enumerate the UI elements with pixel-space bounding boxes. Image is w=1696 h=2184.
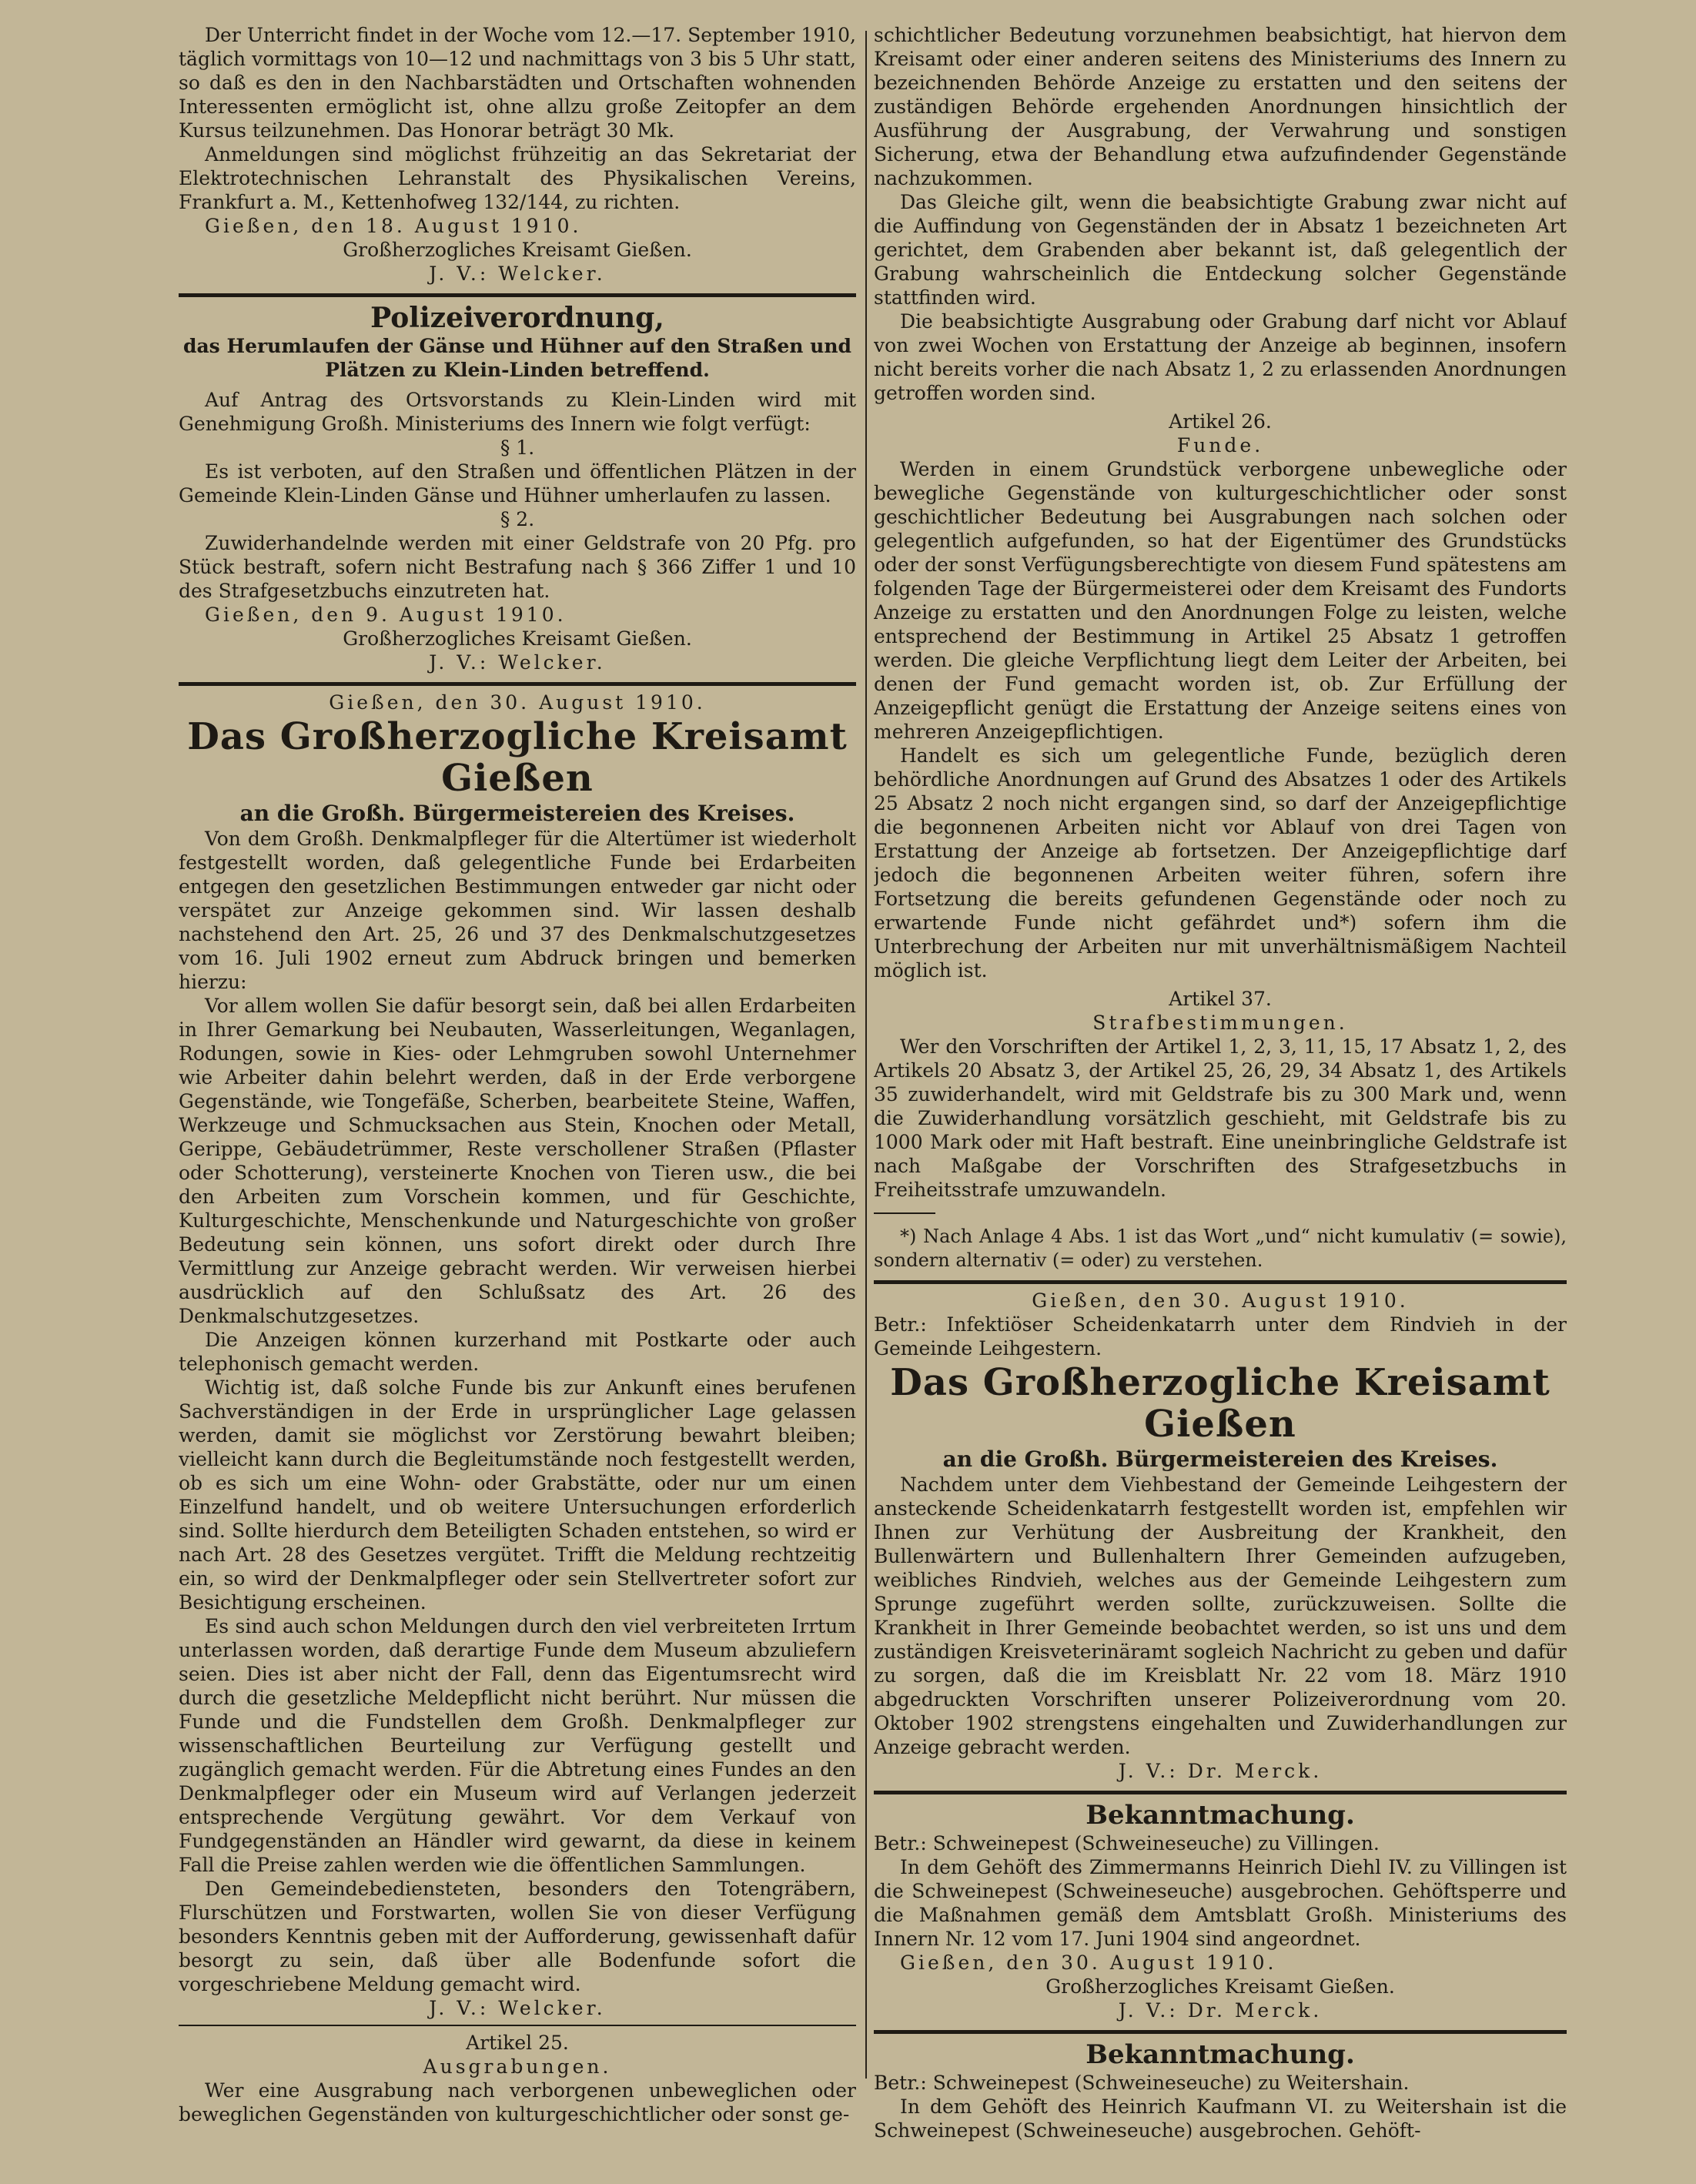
bekanntmachung-signature: J. V.: Dr. Merck. — [1118, 1999, 1323, 2022]
section-rule — [874, 1280, 1567, 1284]
intro-paragraph: Anmeldungen sind möglichst frühzeitig an das Sekretariat der Elektrotechnischen Lehranstalt des Physikalischen Vereins, Frankfurt a. M., Kettenhofweg 132/144, zu richten. — [179, 143, 856, 213]
polizei-date: Gießen, den 9. August 1910. — [205, 604, 567, 626]
kreisamt-subtitle: an die Großh. Bürgermeistereien des Kreises. — [239, 801, 795, 826]
bekanntmachung-date: Gießen, den 30. August 1910. — [900, 1952, 1277, 1974]
article-text: schichtlicher Bedeutung vorzunehmen beabsichtigt, hat hiervon dem Kreisamt oder einer anderen seitens des Ministeriums des Innern zu bezeichnenden Behörde Anzeige zu erstatten und den seitens der zuständigen Behörde ergehenden Anordnungen hinsichtlich der Ausführung der Ausgrabung, der Verwahrung und sonstigen Sicherung, etwa der Behandlung etwa aufzufindender Gegenstände nachzukommen. — [874, 24, 1567, 189]
seuche-subtitle: an die Großh. Bürgermeistereien des Kreises. — [942, 1447, 1498, 1472]
polizei-title: Polizeiverordnung, — [370, 302, 664, 334]
paragraph-text: Zuwiderhandelnde werden mit einer Geldstrafe von 20 Pfg. pro Stück bestraft, sofern nicht Bestrafung nach § 366 Ziffer 1 und 10 des Strafgesetzbuchs einzutreten hat. — [179, 532, 856, 602]
article-label: Artikel 25. — [466, 2032, 569, 2054]
article-label: Artikel 37. — [1169, 988, 1272, 1010]
article-text: Wer eine Ausgrabung nach verborgenen unbeweglichen oder beweglichen Gegenständen von kulturgeschichtlicher oder sonst ge- — [179, 2079, 856, 2125]
kreisamt-paragraph: Wichtig ist, daß solche Funde bis zur Ankunft eines berufenen Sachverständigen in der Erde in ursprünglicher Lage gelassen werden, damit sie möglichst vor Zerstörung bewahrt bleiben; vielleicht kann durch die Begleitumstände noch festgestellt werden, ob es sich um eine Wohn- oder Grabstätte, oder nur um einen Einzelfund handelt, und ob weitere Untersuchungen erforderlich sind. Sollte hierdurch dem Beteiligten Schaden entstehen, so wird er nach Art. 28 des Gesetzes vergütet. Trifft die Meldung rechtzeitig ein, so wird der Denkmalpfleger oder sein Stellvertreter sofort zur Besichtigung erscheinen. — [179, 1376, 856, 1614]
bekanntmachung-betr: Betr.: Schweinepest (Schweineseuche) zu Villingen. — [874, 1832, 1380, 1855]
kreisamt-date: Gießen, den 30. August 1910. — [329, 691, 706, 714]
intro-date: Gießen, den 18. August 1910. — [205, 215, 582, 237]
kreisamt-paragraph: Den Gemeindebediensteten, besonders den Totengräbern, Flurschützen und Forstwarten, wollen Sie von dieser Verfügung besonders Kenntnis geben mit der Aufforderung, gewissenhaft dafür besorgt zu sein, daß über alle Bodenfunde sofort die vorgeschriebene Meldung gemacht wird. — [179, 1878, 856, 1995]
footnote-rule — [874, 1212, 935, 1214]
bekanntmachung-text: In dem Gehöft des Heinrich Kaufmann VI. zu Weitershain ist die Schweinepest (Schweineseuche) ausgebrochen. Gehöft- — [874, 2095, 1567, 2142]
polizei-office: Großherzogliches Kreisamt Gießen. — [343, 627, 692, 650]
article-title: Ausgrabungen. — [423, 2055, 612, 2078]
polizei-subtitle: das Herumlaufen der Gänse und Hühner auf den Straßen und Plätzen zu Klein-Linden betreffend. — [182, 335, 852, 381]
bekanntmachung-text: In dem Gehöft des Zimmermanns Heinrich Diehl IV. zu Villingen ist die Schweinepest (Schweineseuche) ausgebrochen. Gehöftsperre und die Maßnahmen gemäß dem Amtsblatt Großh. Ministeriums des Innern Nr. 12 vom 17. Juni 1904 sind angeordnet. — [874, 1856, 1567, 1950]
section-rule — [874, 1791, 1567, 1794]
bekanntmachung-office: Großherzogliches Kreisamt Gießen. — [1045, 1975, 1395, 1998]
section-rule — [179, 2025, 856, 2026]
article-text: Handelt es sich um gelegentliche Funde, bezüglich deren behördliche Anordnungen auf Grund des Absatzes 1 oder des Artikels 25 Absatz 2 noch nicht ergangen sind, so darf der Anzeigepflichtige die begonnenen Arbeiten nicht vor Ablauf von drei Tagen von Erstattung der Anzeige ab fortsetzen. Der Anzeigepflichtige darf jedoch die begonnenen Arbeiten weiter führen, sofern ihre Fortsetzung die bereits gefundenen Gegenstände oder noch zu erwartende Funde nicht gefährdet und*) sofern ihm die Unterbrechung der Arbeiten nur mit unverhältnismäßigem Nachteil möglich ist. — [874, 744, 1567, 982]
kreisamt-paragraph: Vor allem wollen Sie dafür besorgt sein, daß bei allen Erdarbeiten in Ihrer Gemarkung bei Neubauten, Wasserleitungen, Weganlagen, Rodungen, sowie in Kies- oder Lehmgruben sowohl Unternehmer wie Arbeiter dahin belehrt werden, daß in der Erde verborgene Gegenstände, wie Tongefäße, Scherben, bearbeitete Steine, Waffen, Werkzeuge und Schmucksachen aus Stein, Knochen oder Metall, Gerippe, Gebäudetrümmer, Reste verschollener Straßen (Pflaster oder Schotterung), versteinerte Knochen von Tieren usw., die bei den Arbeiten zum Vorschein kommen, und für Geschichte, Kulturgeschichte, Menschenkunde und Naturgeschichte von großer Bedeutung sein können, uns sofort direkt oder durch Ihre Vermittlung zur Anzeige gebracht werden. Wir verweisen hierbei ausdrücklich auf den Schlußsatz des Art. 26 des Denkmalschutzgesetzes. — [179, 995, 856, 1327]
polizei-intro: Auf Antrag des Ortsvorstands zu Klein-Linden wird mit Genehmigung Großh. Ministeriums des Innern wie folgt verfügt: — [179, 389, 856, 435]
bekanntmachung-title: Bekanntmachung. — [1086, 1800, 1355, 1831]
seuche-title: Das Großherzogliche Kreisamt Gießen — [890, 1361, 1550, 1446]
article-text: Die beabsichtigte Ausgrabung oder Grabung darf nicht vor Ablauf von zwei Wochen von Erstattung der Anzeige ab beginnen, insofern nicht bereits vorher die nach Absatz 1, 2 zu erlassenden Anordnungen getroffen worden sind. — [874, 310, 1567, 404]
intro-paragraph: Der Unterricht findet in der Woche vom 12.—17. September 1910, täglich vormittags von 10—12 und nachmittags von 3 bis 5 Uhr statt, so daß es den in den Nachbarstädten und Ortschaften wohnenden Interessenten ermöglicht ist, ohne allzu große Zeitopfer an dem Kursus teilzunehmen. Das Honorar beträgt 30 Mk. — [179, 24, 856, 142]
column-divider — [865, 31, 867, 2079]
article-label: Artikel 26. — [1169, 410, 1272, 433]
polizei-signature: J. V.: Welcker. — [429, 651, 606, 674]
article-text: Werden in einem Grundstück verborgene unbewegliche oder bewegliche Gegenstände von kulturgeschichtlicher oder sonst geschichtlicher Bedeutung bei Ausgrabungen nach solchen oder gelegentlich aufgefunden, so hat der Eigentümer des Grundstücks oder der sonst Verfügungsberechtigte von diesem Fund spätestens am folgenden Tage der Bürgermeisterei oder dem Kreisamt des Fundorts Anzeige zu erstatten und den Anordnungen Folge zu leisten, welche entsprechend der Bestimmung in Artikel 25 Absatz 1 getroffen werden. Die gleiche Verpflichtung liegt dem Leiter der Arbeiten, bei denen der Fund gemacht worden ist, ob. Zur Erfüllung der Anzeigepflicht genügt die Erstattung der Anzeige seitens eines von mehreren Anzeigepflichtigen. — [874, 458, 1567, 743]
section-rule — [179, 293, 856, 297]
seuche-text: Nachdem unter dem Viehbestand der Gemeinde Leihgestern der ansteckende Scheidenkatarrh festgestellt worden ist, empfehlen wir Ihnen zur Verhütung der Ausbreitung der Krankheit, den Bullenwärtern und Bullenhaltern Ihrer Gemeinden aufzugeben, weibliches Rindvieh, welches aus der Gemeinde Leihgestern zum Sprunge zugeführt werden sollte, zurückzuweisen. Sollte die Krankheit in Ihrer Gemeinde beobachtet werden, so ist uns und dem zuständigen Kreisveterinäramt sogleich Nachricht zu geben und dafür zu sorgen, daß die im Kreisblatt Nr. 22 vom 18. März 1910 abgedruckten Vorschriften unserer Polizeiverordnung vom 20. Oktober 1902 strengstens eingehalten und Zuwiderhandlungen zur Anzeige gebracht werden. — [874, 1473, 1567, 1758]
seuche-date: Gießen, den 30. August 1910. — [1032, 1289, 1409, 1312]
kreisamt-paragraph: Von dem Großh. Denkmalpfleger für die Altertümer ist wiederholt festgestellt worden, daß gelegentliche Funde bei Erdarbeiten entgegen den gesetzlichen Bestimmungen entweder gar nicht oder verspätet zur Anzeige gekommen sind. Wir lassen deshalb nachstehend den Art. 25, 26 und 37 des Denkmalschutzgesetzes vom 16. Juli 1902 erneut zum Abdruck bringen und bemerken hierzu: — [179, 828, 856, 993]
seuche-betr: Betr.: Infektiöser Scheidenkatarrh unter dem Rindvieh in der Gemeinde Leihgestern. — [874, 1313, 1567, 1360]
kreisamt-paragraph: Es sind auch schon Meldungen durch den viel verbreiteten Irrtum unterlassen worden, daß derartige Funde dem Museum abzuliefern seien. Dies ist aber nicht der Fall, denn das Eigentumsrecht wird durch die gesetzliche Meldepflicht nicht berührt. Nur müssen die Funde und die Fundstellen dem Großh. Denkmalpfleger zur wissenschaftlichen Beurteilung zur Verfügung gestellt und zugänglich gemacht werden. Für die Abtretung eines Fundes an den Denkmalpfleger oder ein Museum wird auf Verlangen jederzeit entsprechende Vergütung gewährt. Vor dem Verkauf von Fundgegenständen an Händler wird gewarnt, da diese in keinem Fall die Preise zahlen werden wie die öffentlichen Sammlungen. — [179, 1615, 856, 1876]
kreisamt-title: Das Großherzogliche Kreisamt Gießen — [187, 715, 848, 800]
paragraph-label: § 1. — [500, 436, 535, 459]
article-text: Das Gleiche gilt, wenn die beabsichtigte Grabung zwar nicht auf die Auffindung von Gegenständen der in Absatz 1 bezeichneten Art gerichtet, dem Grabenden aber bekannt ist, daß gelegentlich der Grabung wahrscheinlich die Entdeckung solcher Gegenstände stattfinden wird. — [874, 191, 1567, 309]
article-title: Strafbestimmungen. — [1092, 1012, 1348, 1034]
paragraph-label: § 2. — [500, 508, 535, 530]
article-text: Wer den Vorschriften der Artikel 1, 2, 3, 11, 15, 17 Absatz 1, 2, des Artikels 20 Absatz 3, der Artikel 25, 26, 29, 34 Absatz 1, des Artikels 35 zuwiderhandelt, wird mit Geldstrafe bis zu 300 Mark und, wenn die Zuwiderhandlung vorsätzlich geschieht, mit Geldstrafe bis zu 1000 Mark oder mit Haft bestraft. Eine uneinbringliche Geldstrafe ist nach Maßgabe der Vorschriften des Strafgesetzbuchs in Freiheitsstrafe umzuwandeln. — [874, 1035, 1567, 1201]
left-column — [179, 0, 856, 2184]
footnote: *) Nach Anlage 4 Abs. 1 ist das Wort „und“ nicht kumulativ (= sowie), sondern alternativ (= oder) zu verstehen. — [874, 1226, 1567, 1271]
bekanntmachung-betr: Betr.: Schweinepest (Schweineseuche) zu Weitershain. — [874, 2072, 1410, 2094]
kreisamt-signature: J. V.: Welcker. — [429, 1997, 606, 2019]
section-rule — [874, 2030, 1567, 2034]
right-column — [874, 0, 1567, 2184]
section-rule — [179, 682, 856, 686]
bekanntmachung-title: Bekanntmachung. — [1086, 2039, 1355, 2070]
intro-signature: J. V.: Welcker. — [429, 263, 606, 285]
intro-office: Großherzogliches Kreisamt Gießen. — [343, 239, 692, 261]
paragraph-text: Es ist verboten, auf den Straßen und öffentlichen Plätzen in der Gemeinde Klein-Linden Gänse und Hühner umherlaufen zu lassen. — [179, 460, 856, 507]
kreisamt-paragraph: Die Anzeigen können kurzerhand mit Postkarte oder auch telephonisch gemacht werden. — [179, 1329, 856, 1375]
seuche-signature: J. V.: Dr. Merck. — [1118, 1760, 1323, 1782]
article-title: Funde. — [1176, 434, 1264, 457]
